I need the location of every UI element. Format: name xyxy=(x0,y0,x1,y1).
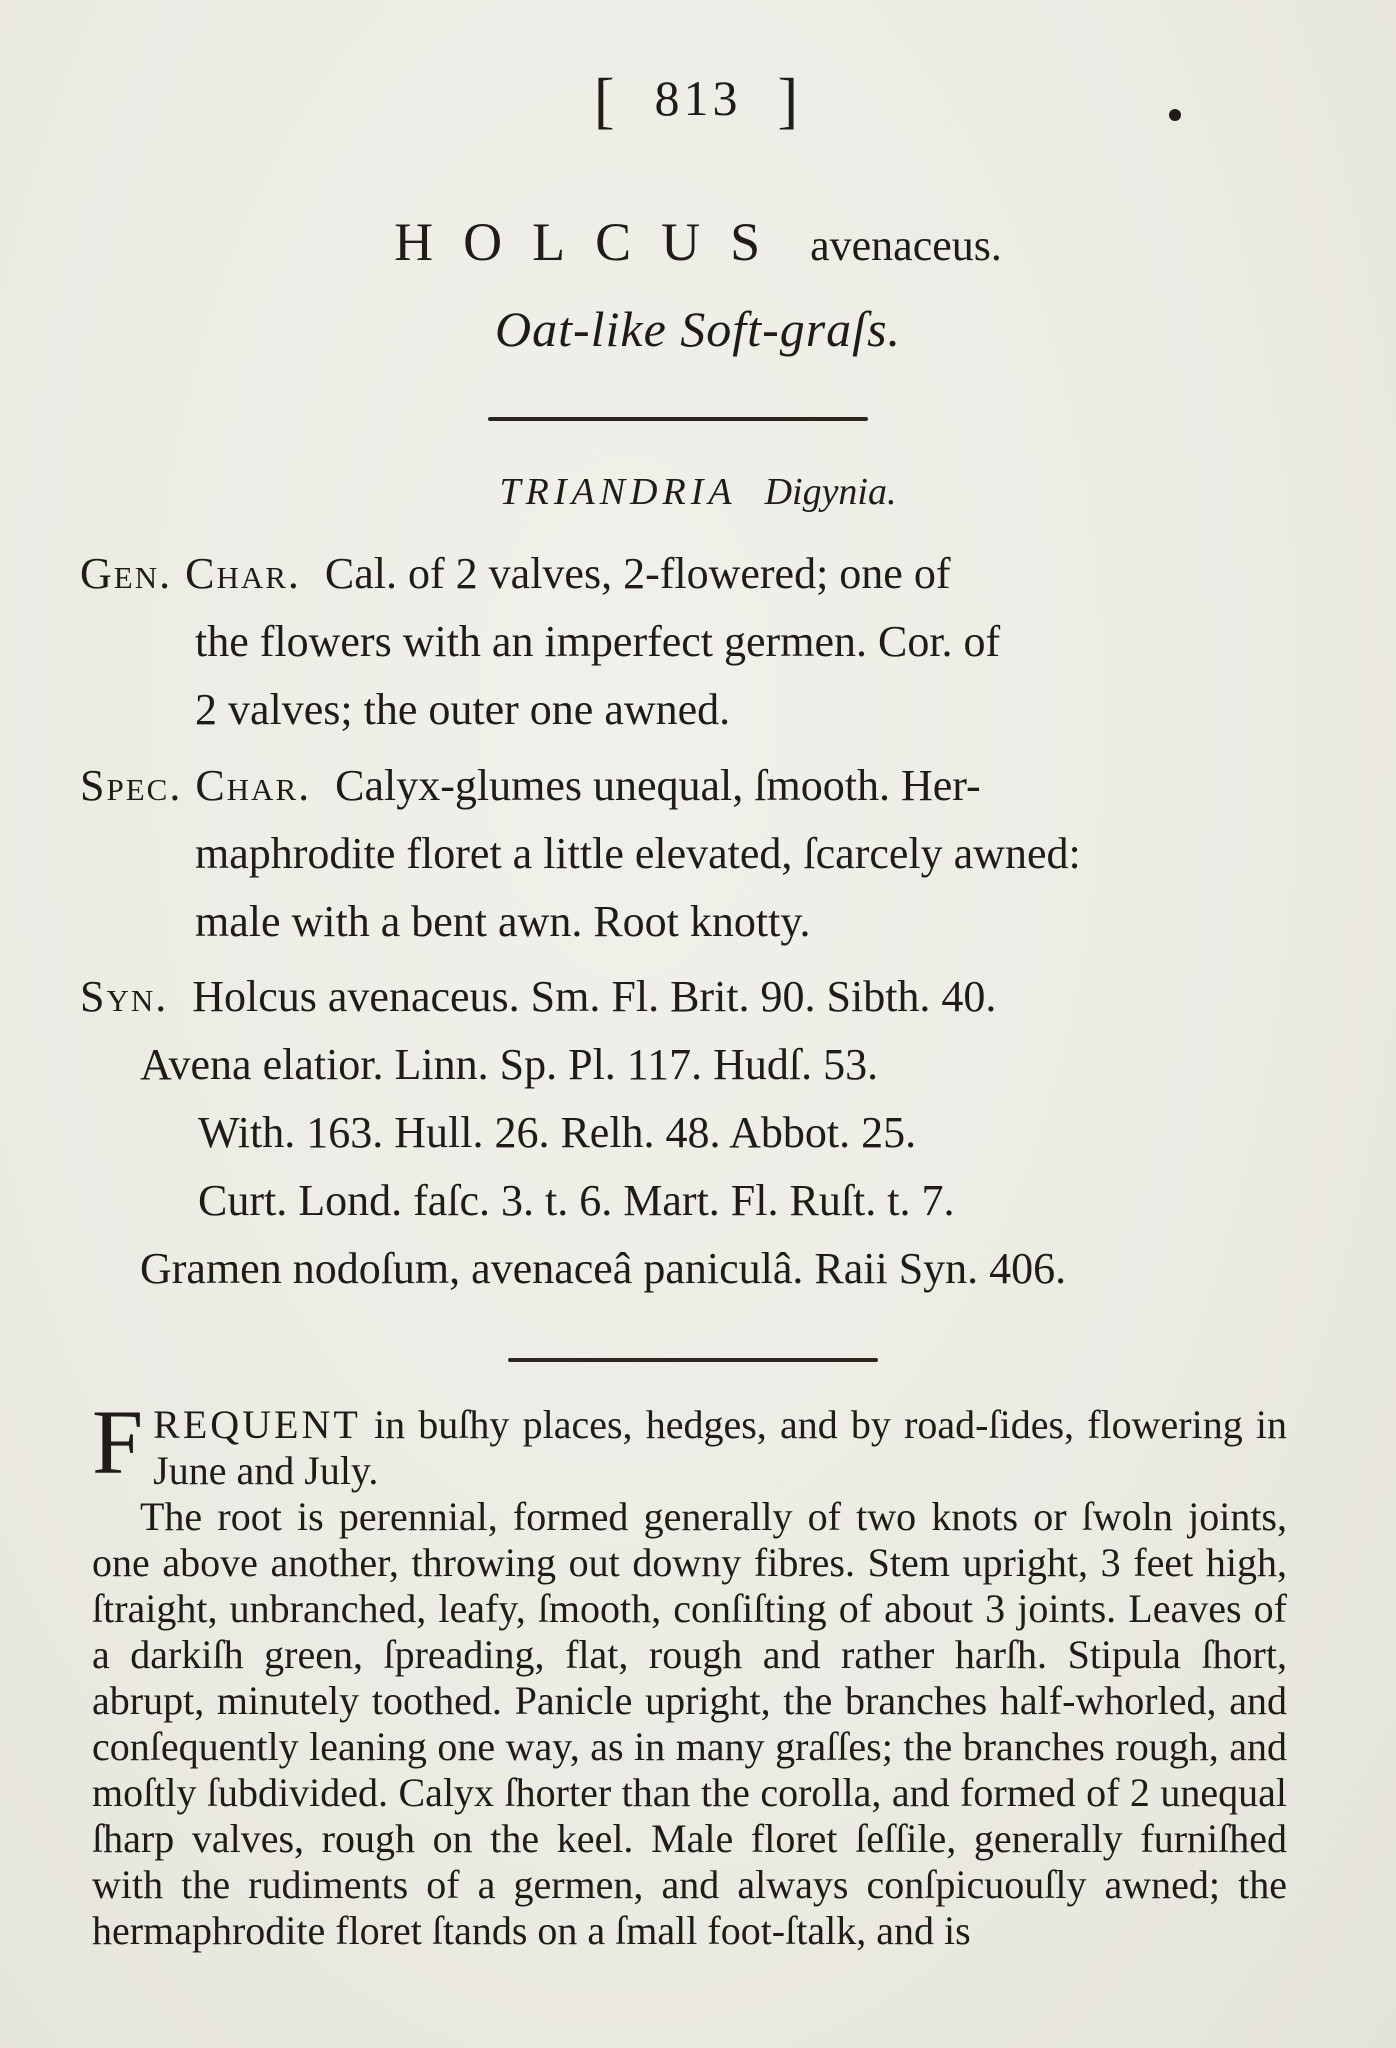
spec-char-line-2: maphrodite floret a little elevated, ſcarcely awned: xyxy=(195,829,1081,878)
generic-character xyxy=(80,540,1280,744)
synonyms xyxy=(80,963,1280,1303)
spec-char-line-3: male with a bent awn. Root knotty. xyxy=(195,897,811,946)
gen-char-line-3: 2 valves; the outer one awned. xyxy=(195,685,731,734)
classification xyxy=(0,470,1396,514)
page-number-value: 813 xyxy=(654,70,742,126)
linnaean-class: TRIANDRIA xyxy=(499,471,737,513)
spec-char-line-1: Calyx-glumes unequal, ſmooth. Her- xyxy=(335,761,981,810)
description-text xyxy=(92,1391,1287,1954)
specific-character xyxy=(80,752,1280,956)
syn-line-1: Holcus avenaceus. Sm. Fl. Brit. 90. Sibth. 40. xyxy=(192,972,997,1021)
syn-line-5: Gramen nodoſum, avenaceâ paniculâ. Raii Syn. 406. xyxy=(140,1244,1067,1293)
paragraph-description: The root is perennial, formed generally of two knots or ſwoln joints, one above another, throwing out downy fibres. Stem upright, 3 feet high, ſtraight, unbranched, leafy, ſmooth, conſiſting of about 3 joints. Leaves of a darkiſh green, ſpreading, flat, rough and rather harſh. Stipula ſhort, abrupt, minutely toothed. Panicle upright, the branches half-whorled, and conſequently leaning one way, as in many graſſes; the branches rough, and moſtly ſubdivided. Calyx ſhorter than the corolla, and formed of 2 unequal ſharp valves, rough on the keel. Male floret ſeſſile, generally furniſhed with the rudiments of a germen, and always conſpicuouſly awned; the hermaphrodite floret ſtands on a ſmall foot-ſtalk, and is xyxy=(92,1494,1287,1953)
lead-caps: REQUENT xyxy=(153,1402,361,1447)
syn-line-2: Avena elatior. Linn. Sp. Pl. 117. Hudſ. 53. xyxy=(140,1040,879,1089)
divider-rule-top xyxy=(488,417,868,421)
common-name: Oat-like Soft-graſs. xyxy=(494,301,902,357)
gen-char-label: Gen. Char. xyxy=(80,549,301,598)
linnaean-order: Digynia. xyxy=(764,471,897,513)
divider-rule-bottom xyxy=(508,1358,878,1362)
gen-char-line-2: the flowers with an imperfect germen. Cor. of xyxy=(195,617,1001,666)
page-number-close-bracket: ] xyxy=(777,67,803,135)
page-number-open-bracket: [ xyxy=(593,67,619,135)
syn-line-4: Curt. Lond. faſc. 3. t. 6. Mart. Fl. Ruſt. t. 7. xyxy=(198,1176,955,1225)
ink-speck xyxy=(1169,109,1181,121)
gen-char-line-1: Cal. of 2 valves, 2-flowered; one of xyxy=(324,549,951,598)
paragraph-habitat xyxy=(92,1391,1287,1494)
page-title xyxy=(0,210,1396,274)
page-number xyxy=(0,66,1396,137)
genus-name: HOLCUS xyxy=(394,212,791,272)
drop-cap: F xyxy=(92,1391,144,1493)
syn-line-3: With. 163. Hull. 26. Relh. 48. Abbot. 25. xyxy=(198,1108,917,1157)
paragraph-habitat-text: in buſhy places, hedges, and by road-ſides, flowering in June and July. xyxy=(153,1402,1287,1493)
species-name: avenaceus. xyxy=(810,221,1002,270)
syn-label: Syn. xyxy=(80,972,169,1021)
spec-char-label: Spec. Char. xyxy=(80,761,312,810)
